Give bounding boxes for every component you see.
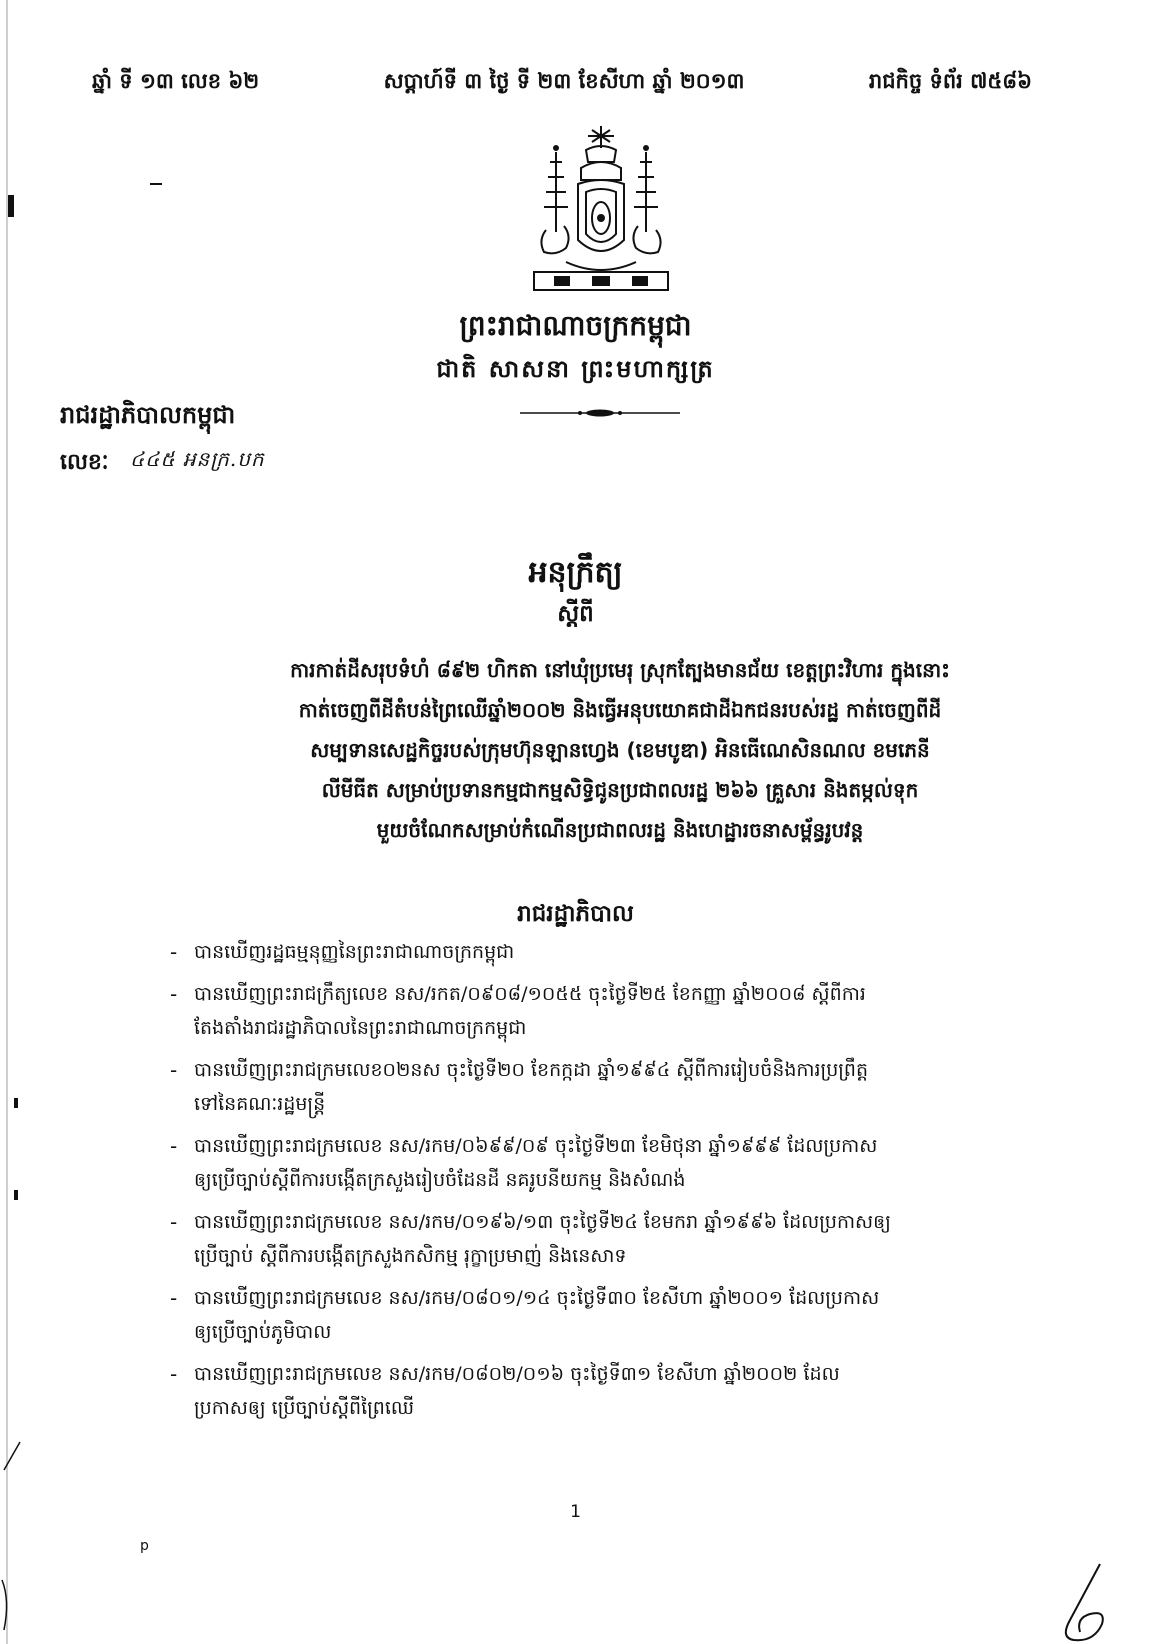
subject-line: សម្បទានសេដ្ឋកិច្ចរបស់ក្រុមហ៊ុនឡានហ្វេង (ខេមបូឌា) អិនធើណេសិនណល ខមភេនី bbox=[310, 738, 930, 762]
government-name: រាជរដ្ឋាភិបាលកម្ពុជា bbox=[60, 401, 236, 429]
subject-block bbox=[165, 650, 1075, 850]
bullet-dash: - bbox=[170, 1134, 178, 1158]
list-item-line: តែងតាំងរាជរដ្ឋាភិបាលនៃព្រះរាជាណាចក្រកម្ពុជា bbox=[194, 1017, 527, 1039]
document-number-label: លេខៈ bbox=[60, 450, 109, 475]
list-item-line: បានឃើញព្រះរាជក្រឹត្យលេខ នស/រកត/០៩០៨/១០៥៥ ចុះថ្ងៃទី២៥ ខែកញ្ញា ឆ្នាំ២០០៨ ស្តីពីការ bbox=[194, 983, 866, 1005]
list-item bbox=[170, 977, 1050, 1045]
punch-mark bbox=[14, 1098, 18, 1108]
list-item bbox=[170, 1281, 1050, 1349]
list-item-line: បានឃើញព្រះរាជក្រមលេខ នស/រកម/០៨០១/១៤ ចុះថ្ងៃទី៣០ ខែសីហា ឆ្នាំ២០០១ ដែលប្រកាស bbox=[194, 1287, 880, 1309]
bullet-dash: - bbox=[170, 1058, 178, 1082]
page-number: 1 bbox=[570, 1502, 581, 1522]
signature-icon bbox=[1040, 1560, 1120, 1644]
document-number-value: ៤៤៥ អនក្រ.បក bbox=[130, 447, 265, 471]
subject-line: ការកាត់ដីសរុបទំហំ ៨៩២ ហិកតា នៅឃុំប្រមេរុ ស្រុកត្បែងមានជ័យ ខេត្តព្រះវិហារ ក្នុងនោះ bbox=[290, 658, 950, 682]
stray-mark: p bbox=[140, 1538, 149, 1554]
list-item bbox=[170, 935, 1050, 969]
list-item-line: ទៅនៃគណៈរដ្ឋមន្ត្រី bbox=[194, 1093, 326, 1115]
list-item-line: ប្រកាសឲ្យ ប្រើច្បាប់ស្តីពីព្រៃឈើ bbox=[194, 1397, 415, 1419]
bullet-dash: - bbox=[170, 1362, 178, 1386]
list-item bbox=[170, 1357, 1050, 1425]
kingdom-name: ព្រះរាជាណាចក្រកម្ពុជា bbox=[459, 309, 692, 342]
list-item bbox=[170, 1053, 1050, 1121]
subject-line: មួយចំណែកសម្រាប់កំណើនប្រជាពលរដ្ឋ និងហេដ្ឋារចនាសម្ព័ន្ធរូបវន្ត bbox=[376, 818, 864, 842]
national-motto: ជាតិ សាសនា ព្រះមហាក្សត្រ bbox=[436, 355, 715, 383]
list-item-line: បានឃើញរដ្ឋធម្មនុញ្ញនៃព្រះរាជាណាចក្រកម្ពុជា bbox=[194, 941, 515, 963]
list-item-line: បានឃើញព្រះរាជក្រមលេខ០២នស ចុះថ្ងៃទី២០ ខែកក្កដា ឆ្នាំ១៩៩៤ ស្តីពីការរៀបចំនិងការប្រព្រឹត្ត bbox=[194, 1059, 869, 1081]
header-page: រាជកិច្ច ទំព័រ ៧៥៨៦ bbox=[868, 69, 1032, 93]
punch-mark bbox=[14, 1190, 18, 1200]
list-item-line: បានឃើញព្រះរាជក្រមលេខ នស/រកម/០៨០២/០១៦ ចុះថ្ងៃទី៣១ ខែសីហា ឆ្នាំ២០០២ ដែល bbox=[194, 1363, 840, 1385]
gazette-header bbox=[92, 68, 1032, 99]
bullet-dash: - bbox=[170, 982, 178, 1006]
list-item-line: ប្រើច្បាប់ ស្តីពីការបង្កើតក្រសួងកសិកម្ម រុក្ខាប្រមាញ់ និងនេសាទ bbox=[194, 1245, 627, 1267]
document-subtitle: ស្តីពី bbox=[557, 601, 594, 627]
section-heading: រាជរដ្ឋាភិបាល bbox=[517, 901, 634, 927]
header-issue: ឆ្នាំ ទី ១៣ លេខ ៦២ bbox=[92, 69, 260, 93]
list-item-line: ឲ្យប្រើច្បាប់ភូមិបាល bbox=[194, 1321, 332, 1343]
royal-coat-of-arms-icon bbox=[526, 122, 676, 296]
list-item-line: បានឃើញព្រះរាជក្រមលេខ នស/រកម/០១៩៦/១៣ ចុះថ្ងៃទី២៤ ខែមករា ឆ្នាំ១៩៩៦ ដែលប្រកាសឲ្យ bbox=[194, 1211, 891, 1233]
ornament-divider bbox=[520, 408, 680, 418]
scan-edge bbox=[6, 0, 8, 1644]
speck-mark bbox=[150, 183, 162, 185]
bullet-dash: - bbox=[170, 1286, 178, 1310]
list-item-line: បានឃើញព្រះរាជក្រមលេខ នស/រកម/០៦៩៩/០៩ ចុះថ្ងៃទី២៣ ខែមិថុនា ឆ្នាំ១៩៩៩ ដែលប្រកាស bbox=[194, 1135, 878, 1157]
considerations-list bbox=[170, 935, 1050, 1433]
header-date: សប្តាហ៍ទី ៣ ថ្ងៃ ទី ២៣ ខែសីហា ឆ្នាំ ២០១៣ bbox=[383, 69, 745, 93]
list-item-line: ឲ្យប្រើច្បាប់ស្តីពីការបង្កើតក្រសួងរៀបចំដែនដី នគរូបនីយកម្ម និងសំណង់ bbox=[194, 1169, 686, 1191]
document-title: អនុក្រឹត្យ bbox=[528, 555, 623, 590]
list-item bbox=[170, 1205, 1050, 1273]
subject-line: កាត់ចេញពីដីតំបន់ព្រៃឈើឆ្នាំ២០០២ និងធ្វើអនុបយោគជាដីឯកជនរបស់រដ្ឋ កាត់ចេញពីដី bbox=[298, 698, 942, 722]
punch-mark bbox=[8, 195, 14, 217]
subject-line: លីមីធីត សម្រាប់ប្រទានកម្មជាកម្មសិទ្ធិជូនប្រជាពលរដ្ឋ ២៦៦ គ្រួសារ និងតម្កល់ទុក bbox=[321, 778, 919, 802]
bullet-dash: - bbox=[170, 940, 178, 964]
bullet-dash: - bbox=[170, 1210, 178, 1234]
list-item bbox=[170, 1129, 1050, 1197]
scan-corner-marks bbox=[0, 1440, 30, 1640]
